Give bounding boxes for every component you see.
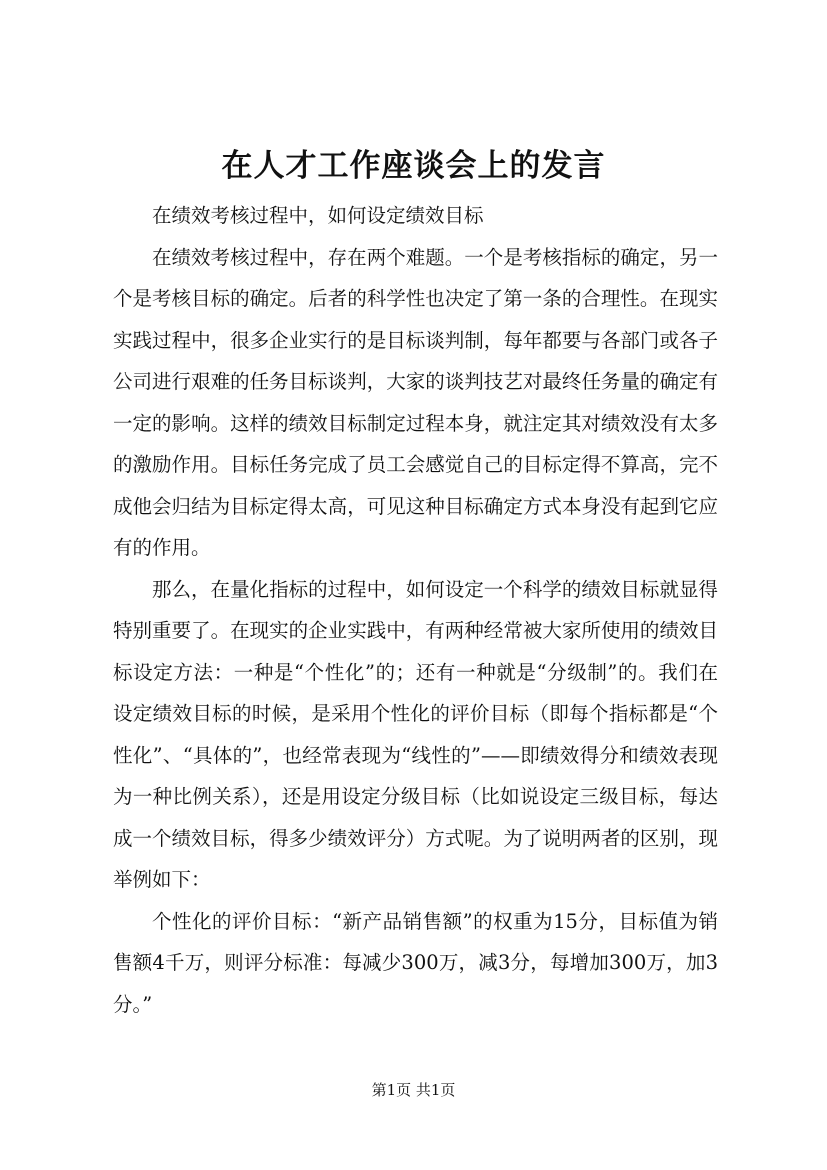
paragraph-subtitle: 在绩效考核过程中，如何设定绩效目标 xyxy=(152,204,484,227)
paragraph-1: 在绩效考核过程中，存在两个难题。一个是考核指标的确定，另一个是考核目标的确定。后者的科学性也决定了第一条的合理性。在现实实践过程中，很多企业实行的是目标谈判制，每年都要与各部门或各子公司进行艰难的任务目标谈判，大家的谈判技艺对最终任务量的确定有一定的影响。这样的绩效目标制定过程本身，就注定其对绩效没有太多的激励作用。目标任务完成了员工会感觉自己的目标定得不算高，完不成他会归结为目标定得太高，可见这种目标确定方式本身没有起到它应有的作用。 xyxy=(113,245,718,559)
paragraph-2: 那么，在量化指标的过程中，如何设定一个科学的绩效目标就显得特别重要了。在现实的企业实践中，有两种经常被大家所使用的绩效目标设定方法：一种是“个性化”的；还有一种就是“分级制”的。我们在设定绩效目标的时候，是采用个性化的评价目标（即每个指标都是“个性化”、“具体的”，也经常表现为“线性的”——即绩效得分和绩效表现为一种比例关系），还是用设定分级目标（比如说设定三级目标，每达成一个绩效目标，得多少绩效评分）方式呢。为了说明两者的区别，现举例如下： xyxy=(113,577,718,891)
page-number-footer: 第1页 共1页 xyxy=(371,1081,456,1099)
document-body xyxy=(113,195,718,1025)
paragraph-3: 个性化的评价目标：“新产品销售额”的权重为15分，目标值为销售额4千万，则评分标准：每减少300万，减3分，每增加300万，加3分。” xyxy=(113,909,718,1016)
document-title: 在人才工作座谈会上的发言 xyxy=(221,148,606,184)
